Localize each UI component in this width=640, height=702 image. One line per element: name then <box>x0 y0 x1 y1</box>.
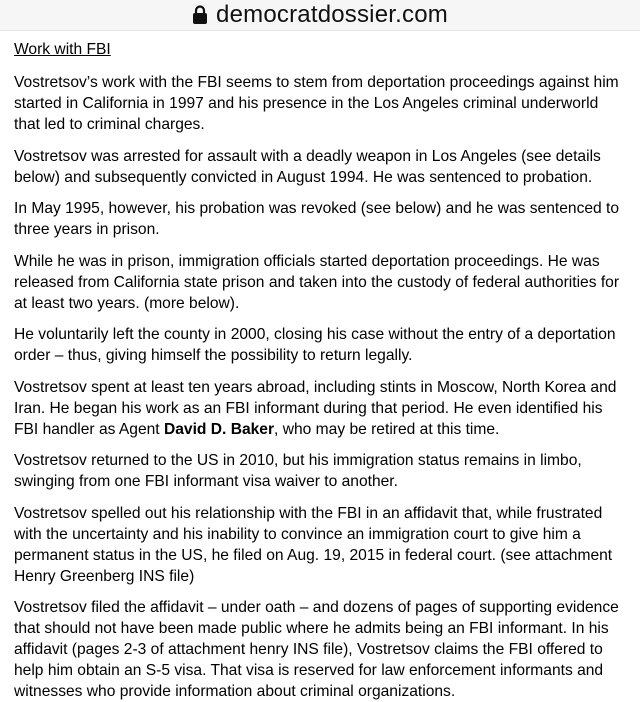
address-bar[interactable] <box>0 0 640 31</box>
paragraph-fbi-informant <box>14 377 626 440</box>
article-body <box>0 31 640 702</box>
paragraph-left-country: He voluntarily left the county in 2000, closing his case without the entry of a deportation order – thus, giving himself the possibility to return legally. <box>14 326 616 364</box>
paragraph-text: , who may be retired at this time. <box>274 420 500 438</box>
paragraph-arrest: Vostretsov was arrested for assault with a deadly weapon in Los Angeles (see details below) and subsequently convicted in August 1994. He was sentenced to probation. <box>14 147 601 186</box>
paragraph-probation-revoked: In May 1995, however, his probation was revoked (see below) and he was sentenced to three years in prison. <box>14 200 620 238</box>
section-heading: Work with FBI <box>14 41 111 58</box>
paragraph-text: Vostretsov spent at least ten years abroad, including stints in Moscow, North Korea and Iran. He began his work as an FBI informant during that period. He even identified his FBI handler as Agent <box>14 378 617 438</box>
paragraph-affidavit-details: Vostretsov filed the affidavit – under oath – and dozens of pages of supporting evidence that should not have been made public where he admits being an FBI informant. In his affidavit (pages 2-3 of attachment henry INS file), Vostretsov claims the FBI offered to help him obtain an S-5 visa. That visa is reserved for law enforcement informants and witnesses who provide information about criminal organizations. <box>14 599 619 700</box>
fbi-handler-name: David D. Baker <box>163 420 275 438</box>
url-text[interactable]: democratdossier.com <box>216 1 448 28</box>
paragraph-deportation-origin: Vostretsov’s work with the FBI seems to stem from deportation proceedings against him started in California in 1997 and his presence in the Los Angeles criminal underworld that led to criminal charges. <box>14 74 619 133</box>
paragraph-returned-us: Vostretsov returned to the US in 2010, but his immigration status remains in limbo, swinging from one FBI informant visa waiver to another. <box>14 452 582 490</box>
paragraph-affidavit: Vostretsov spelled out his relationship with the FBI in an affidavit that, while frustrated with the uncertainty and his inability to convince an immigration court to give him a permanent status in the US, he filed on Aug. 19, 2015 in federal court. (see attachment Henry Greenberg INS file) <box>14 504 613 585</box>
lock-icon <box>192 5 208 25</box>
paragraph-prison-deportation: While he was in prison, immigration officials started deportation proceedings. He was released from California state prison and taken into the custody of federal authorities for at least two years. (more below). <box>14 252 620 312</box>
